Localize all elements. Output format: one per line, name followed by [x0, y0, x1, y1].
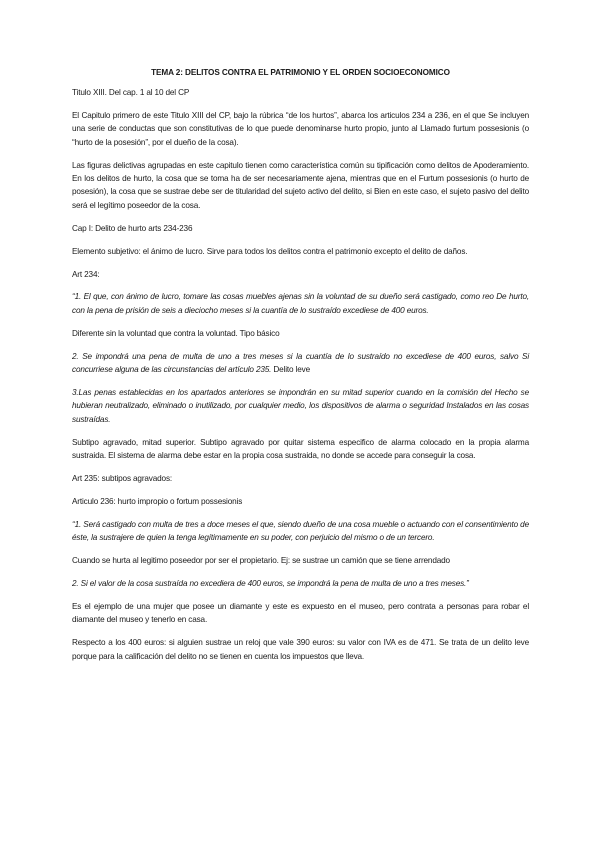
page-title: TEMA 2: DELITOS CONTRA EL PATRIMONIO Y EL ORDEN SOCIOECONOMICO: [151, 68, 450, 77]
paragraph-capitulo-primero: El Capitulo primero de este Titulo XIII del CP, bajo la rúbrica “de los hurtos”, abarca los articulos 234 a 236, en el que Se incluyen una serie de conductas que son constitutivas de lo que puede denominarse hurto propio, junto al Llamado furtum possesionis (o “hurto de la posesión”, por el dueño de la cosa).: [72, 110, 529, 147]
document-page: [72, 68, 529, 673]
paragraph-subtipo-agravado: Subtipo agravado, mitad superior. Subtipo agravado por quitar sistema especifico de alarma colocado en la propia alarma sustraida. El sistema de alarma debe estar en la propia cosa sustraida, no donde se accede para conseguir la cosa.: [72, 437, 529, 461]
quote-art-234-2: [72, 350, 529, 377]
paragraph-art-235: Art 235: subtipos agravados:: [72, 474, 173, 484]
paragraph-400-euros: Respecto a los 400 euros: si alguien sustrae un reloj que vale 390 euros: su valor con IVA es de 471. Se trata de un delito leve porque para la calificación del delito no se tienen en cuenta los impuestos que lleva.: [72, 638, 529, 661]
paragraph-tipo-basico: Diferente sin la voluntad que contra la voluntad. Tipo básico: [72, 328, 280, 338]
paragraph-ejemplo-camion: Cuando se hurta al legitimo poseedor por ser el propietario. Ej: se sustrae un camión que se tiene arrendado: [72, 556, 450, 566]
quote-art-234-3: 3.Las penas establecidas en los apartados anteriores se impondrán en su mitad superior cuando en la comisión del Hecho se hubieran neutralizado, eliminado o inutilizado, por cualquier medio, los dispositivos de alarma o seguridad Instalados en las cosas sustraídas.: [72, 388, 529, 424]
paragraph-cap-i: Cap I: Delito de hurto arts 234-236: [72, 223, 193, 233]
quote-art-234-1: “1. El que, con ánimo de lucro, tomare las cosas muebles ajenas sin la voluntad de su dueño será castigado, como reo De hurto, con la pena de prisión de seis a dieciocho meses si la cuantía de lo sustraído excediese de 400 euros.: [72, 292, 529, 315]
paragraph-art-234: Art 234:: [72, 269, 100, 279]
paragraph-figuras-delictivas: Las figuras delictivas agrupadas en este capitulo tienen como característica común su tipificación como delitos de Apoderamiento. En los delitos de hurto, la cosa que se toma ha de ser necesariamente ajena, mientras que en el Furtum possesionis (o hurto de posesión), la cosa que se sustrae debe ser de titularidad del sujeto activo del delito, si Bien en este caso, el sujeto pasivo del delito será el legítimo poseedor de la cosa.: [72, 160, 529, 210]
paragraph-art-236: Articulo 236: hurto impropio o fortum possesionis: [72, 496, 243, 506]
paragraph-titulo: Titulo XIII. Del cap. 1 al 10 del CP: [72, 88, 190, 97]
quote-art-236-1: “1. Será castigado con multa de tres a doce meses el que, siendo dueño de una cosa mueble o actuando con el consentimiento de éste, la sustrajere de quien la tenga legítimamente en su poder, con perjuicio del mismo o de un tercero.: [72, 519, 529, 543]
paragraph-ejemplo-diamante: Es el ejemplo de una mujer que posee un diamante y este es expuesto en el museo, pero contrata a personas para robar el diamante del museo y tenerlo en casa.: [72, 601, 529, 625]
quote-art-236-2: 2. Si el valor de la cosa sustraída no excediera de 400 euros, se impondrá la pena de multa de uno a tres meses.”: [72, 579, 469, 589]
note-delito-leve: Delito leve: [271, 365, 310, 375]
quote-art-234-2-text: 2. Se impondrá una pena de multa de uno a tres meses si la cuantía de lo sustraído no excediese de 400 euros, salvo Si concurriese alguna de las circunstancias del artículo 235.: [72, 351, 529, 375]
paragraph-elemento-subjetivo: Elemento subjetivo: el ánimo de lucro. Sirve para todos los delitos contra el patrimonio excepto el delito de daños.: [72, 246, 468, 256]
